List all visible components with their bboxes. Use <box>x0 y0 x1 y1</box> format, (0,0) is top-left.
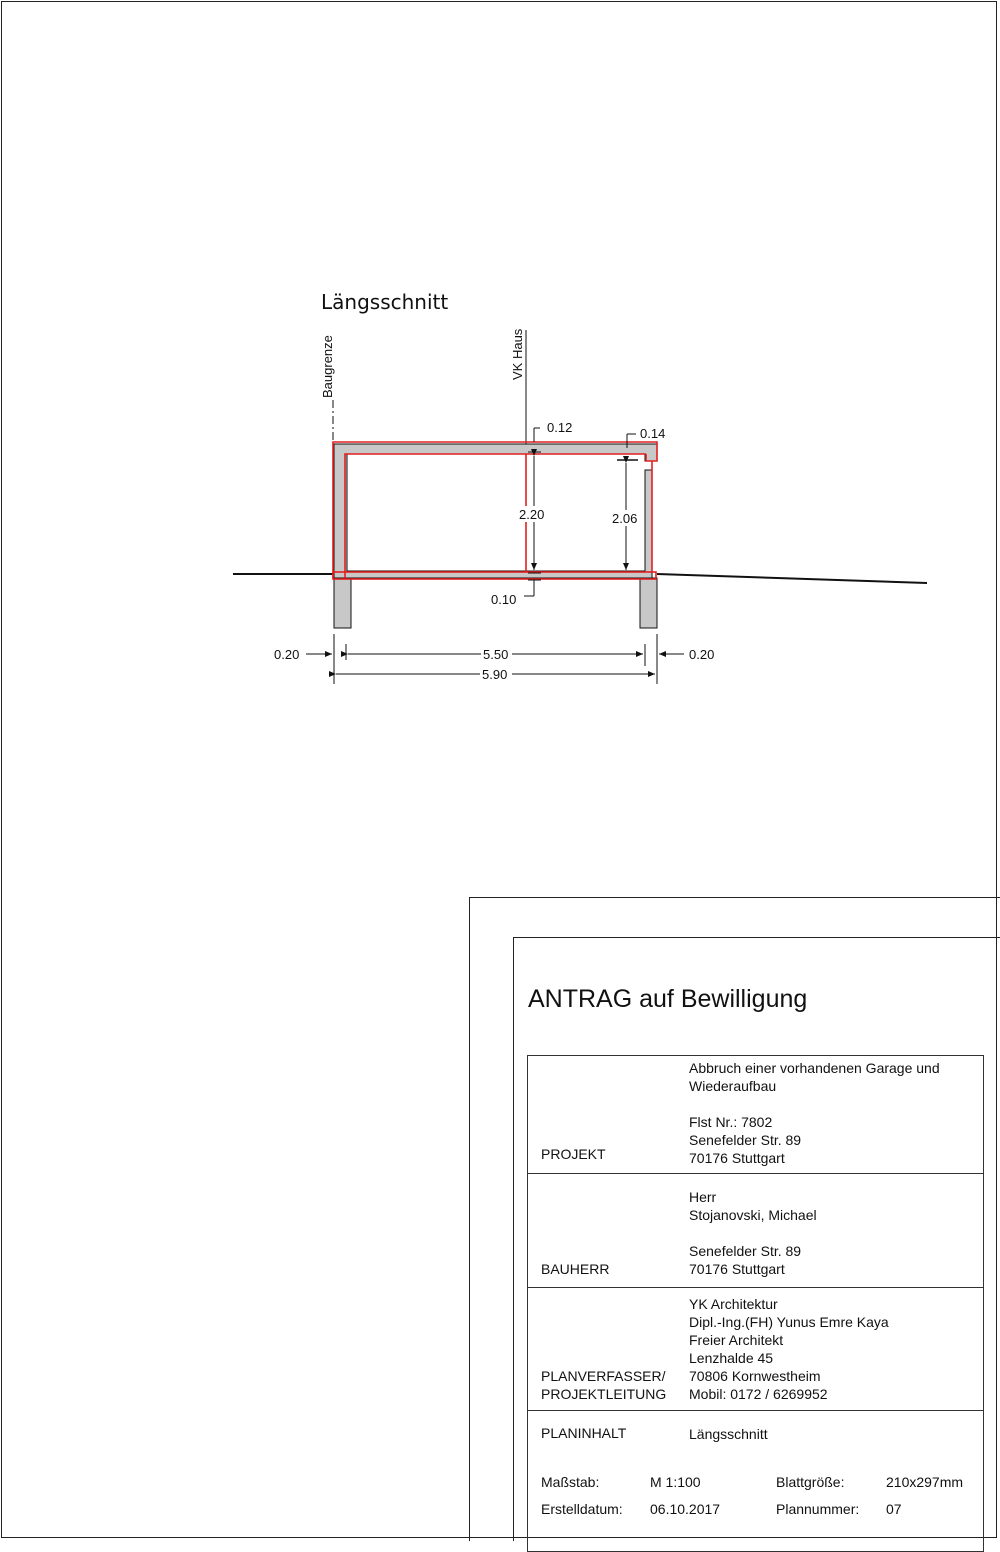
erstelldatum-value: 06.10.2017 <box>650 1501 721 1517</box>
vk-haus-label: VK Haus <box>510 328 525 380</box>
blattgroesse-label: Blattgröße: <box>776 1474 845 1490</box>
planverfasser-value: YK Architektur Dipl.-Ing.(FH) Yunus Emre Kaya Freier Architekt Lenzhalde 45 70806 Kornwestheim Mobil: 0172 / 6269952 <box>689 1296 889 1402</box>
dim-inner-length: 5.50 <box>483 647 509 662</box>
planverfasser-label: PLANVERFASSER/ PROJEKTLEITUNG <box>541 1368 667 1402</box>
foundation-right <box>640 578 657 628</box>
massstab-label: Maßstab: <box>541 1474 600 1490</box>
massstab-value: M 1:100 <box>650 1474 701 1490</box>
bauherr-label: BAUHERR <box>541 1261 610 1277</box>
dim-wall-left: 0.20 <box>274 647 300 662</box>
dim-roof-edge: 0.14 <box>640 426 666 441</box>
title-block-table <box>527 1055 984 1552</box>
garage-shell <box>334 444 657 578</box>
terrain-right <box>657 574 927 583</box>
dim-clear-height-1: 2.20 <box>519 507 545 522</box>
projekt-row <box>528 1056 983 1174</box>
planinhalt-label: PLANINHALT <box>541 1425 627 1441</box>
application-heading: ANTRAG auf Bewilligung <box>528 985 808 1013</box>
drawing-title: Längsschnitt <box>321 290 449 314</box>
planinhalt-value: Längsschnitt <box>689 1426 768 1442</box>
dim-roof-thickness: 0.12 <box>547 420 573 435</box>
erstelldatum-label: Erstelldatum: <box>541 1501 623 1517</box>
baugrenze-label: Baugrenze <box>320 335 335 398</box>
plannummer-value: 07 <box>886 1501 902 1517</box>
dim-clear-height-2: 2.06 <box>612 511 638 526</box>
blattgroesse-value: 210x297mm <box>886 1474 964 1490</box>
dim-wall-right: 0.20 <box>689 647 715 662</box>
foundation-left <box>334 578 351 628</box>
new-structure-outline <box>333 442 657 579</box>
dim-floor-thickness: 0.10 <box>491 592 517 607</box>
plannummer-label: Plannummer: <box>776 1501 860 1517</box>
planverfasser-row <box>528 1288 983 1411</box>
bauherr-row <box>528 1174 983 1288</box>
dim-total-length: 5.90 <box>482 667 508 682</box>
bauherr-value: Herr Stojanovski, Michael Senefelder Str. 89 70176 Stuttgart <box>689 1189 817 1277</box>
projekt-value: Abbruch einer vorhandenen Garage und Wiederaufbau Flst Nr.: 7802 Senefelder Str. 89 70176 Stuttgart <box>689 1060 940 1166</box>
projekt-label: PROJEKT <box>541 1146 606 1162</box>
